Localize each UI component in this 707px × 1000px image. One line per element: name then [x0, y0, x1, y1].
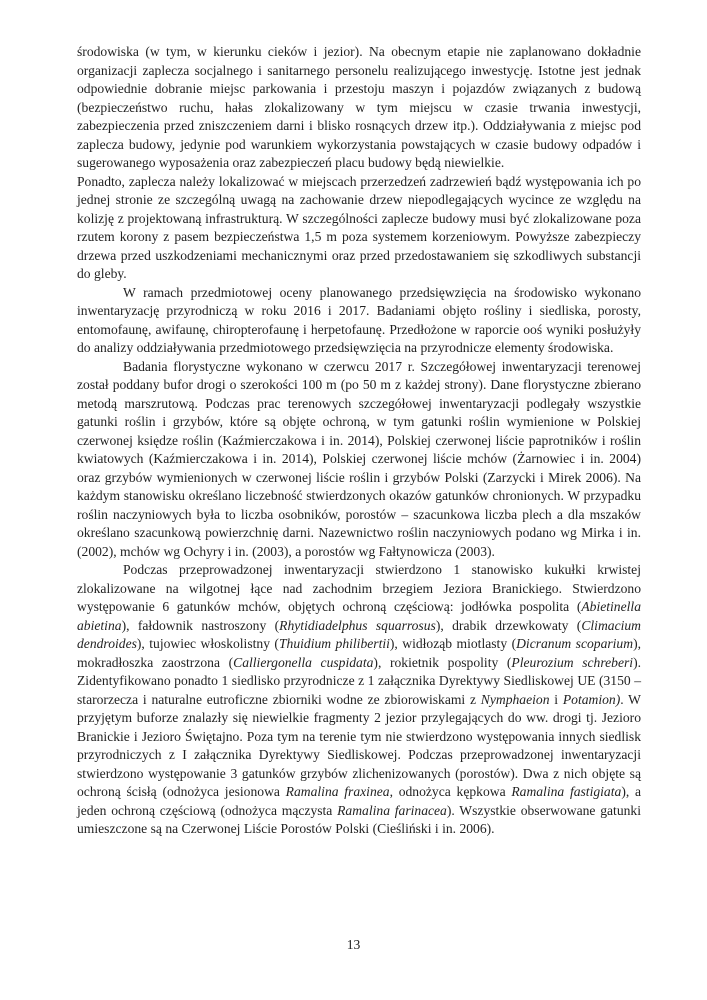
text-run: W ramach przedmiotowej oceny planowanego przedsięwzięcia na środowisko wykonano inwentaryzację przyrodniczą w roku 2016 i 2017. Badaniami objęto rośliny i siedliska, porosty, entomofaunę, awifaunę, chiropterofaunę i herpetofaunę. Przedłożone w raporcie ooś wyniki posłużyły do analizy oddziaływania przedmiotowego przedsięwzięcia na przyrodnicze elementy środowiska.	[77, 284, 641, 355]
species-latin-name: Pleurozium schreberi	[511, 654, 634, 670]
text-run: ), a jeden ochroną częściową (odnożyca mączysta	[77, 784, 642, 818]
document-page	[77, 43, 641, 839]
text-run: , odnożyca kępkowa	[389, 784, 512, 799]
text-run: ), fałdownik nastroszony (	[121, 617, 280, 633]
text-run: ). Zidentyfikowano ponadto 1 siedlisko przyrodnicze z 1 załącznika Dyrektywy Siedliskowej UE (3150 – starorzecza i naturalne eutroficzne zbiorniki wodne ze zbiorowiskami z	[77, 654, 641, 707]
text-run: ). Wszystkie obserwowane gatunki umieszczone są na Czerwonej Liście Porostów Polski (Cieśliński i in. 2006).	[77, 802, 641, 836]
species-latin-name: Thuidium philibertii	[278, 636, 390, 651]
paragraph-inventory-findings	[77, 561, 641, 839]
text-run: ), mokradłoszka zaostrzona (	[77, 636, 641, 670]
paragraph-facility-location	[77, 173, 641, 284]
paragraph-site-facilities	[77, 43, 641, 173]
text-run: i	[549, 691, 563, 707]
species-latin-name: Dicranum scoparium	[516, 636, 634, 651]
species-latin-name: Calliergonella cuspidata	[233, 654, 374, 670]
species-latin-name: Potamion)	[562, 691, 621, 707]
text-run: Podczas przeprowadzonej inwentaryzacji stwierdzono 1 stanowisko kukułki krwistej zlokalizowane na wilgotnej łące nad zachodnim brzegiem Jeziora Branickiego. Stwierdzono występowanie 6 gatunków mchów, objętych ochroną częściową: jodłówka pospolita (	[77, 562, 641, 614]
species-latin-name: Ramalina farinacea	[337, 802, 447, 818]
species-latin-name: Ramalina fraxinea	[285, 784, 390, 799]
text-run: . W przyjętym buforze znalazły się niewielkie fragmenty 2 jezior przylegających do ww. drogi tj. Jezioro Branickie i Jezioro Świętajno. Poza tym na terenie tym nie stwierdzono występowania innych siedlisk przyrodniczych z I załącznika Dyrektywy Siedliskowej. Podczas przeprowadzonej inwentaryzacji stwierdzono występowanie 3 gatunków grzybów zlichenizowanych (porostów). Dwa z nich objęte są ochroną ścisłą (odnożyca jesionowa	[77, 691, 641, 799]
text-run: Ponadto, zaplecza należy lokalizować w miejscach przerzedzeń zadrzewień bądź występowania ich po jednej stronie ze szczególną uwagą na zachowanie drzew niepodlegających wycince ze względu na kolizję z projektowaną infrastrukturą. W szczególności zaplecze budowy musi być zlokalizowane poza rzutem korony z pasem bezpieczeństwa 1,5 m poza systemem korzeniowym. Powyższe zabezpieczy drzewa przed uszkodzeniami mechanicznymi oraz przed przedostawaniem się szkodliwych substancji do gleby.	[77, 173, 641, 281]
text-run: ), tujowiec włoskolistny (	[136, 636, 279, 651]
text-run: Badania florystyczne wykonano w czerwcu 2017 r. Szczegółowej inwentaryzacji terenowej został poddany bufor drogi o szerokości 100 m (po 50 m z każdej strony). Dane florystyczne zbierano metodą marszrutową. Podczas prac terenowych szczegółowej inwentaryzacji podlegały wszystkie gatunki roślin i grzybów, które są objęte ochroną, w tym gatunki roślin wymienione w Polskiej czerwonej księdze roślin (Kaźmierczakowa i in. 2014), Polskiej czerwonej liście paprotników i roślin kwiatowych (Kaźmierczakowa i in. 2014), Polskiej czerwonej liście mchów (Żarnowiec i in. 2004) oraz grzybów wymienionych w czerwonej liście roślin i grzybów Polski (Zarzycki i Mirek 2006). Na każdym stanowisku określano liczebność stwierdzonych okazów gatunków chronionych. W przypadku roślin naczyniowych była to liczba osobników, porostów – szacunkowa liczba plech a dla mszaków określano szacunkową powierzchnię darni. Nazewnictwo roślin naczyniowych podano wg Mirka i in. (2002), mchów wg Ochyry i in. (2003), a porostów wg Fałtynowicza (2003).	[77, 358, 641, 559]
page-number: 13	[346, 937, 361, 952]
paragraph-floristic-research	[77, 358, 641, 562]
paragraph-nature-inventory	[77, 284, 641, 358]
species-latin-name: Abietinella abietina	[77, 599, 641, 633]
text-run: ), rokietnik pospolity (	[373, 654, 512, 670]
species-latin-name: Rhytidiadelphus squarrosus	[279, 617, 436, 633]
text-run: ), drabik drzewkowaty (	[435, 617, 582, 633]
species-latin-name: Nymphaeion	[480, 691, 550, 707]
species-latin-name: Ramalina fastigiata	[511, 784, 622, 799]
text-run: ), widłoząb miotlasty (	[389, 636, 517, 651]
species-latin-name: Climacium dendroides	[77, 617, 642, 651]
text-run: środowiska (w tym, w kierunku cieków i jezior). Na obecnym etapie nie zaplanowano dokładnie organizacji zaplecza socjalnego i sanitarnego personelu realizującego inwestycję. Istotne jest jednak odpowiednie dobranie miejsc parkowania i przestoju maszyn i pojazdów związanych z budową (bezpieczeństwo ruchu, hałas zlokalizowany w tym miejscu w czasie trwania inwestycji, zabezpieczenia przed zniszczeniem darni i blisko rosnących drzew itp.). Oddziaływania z miejsc pod zaplecza budowy, jedynie pod warunkiem wykorzystania powstających w czasie budowy odpadów i sugerowanego wyposażenia oraz zabezpieczeń placu budowy będą niewielkie.	[77, 44, 641, 170]
